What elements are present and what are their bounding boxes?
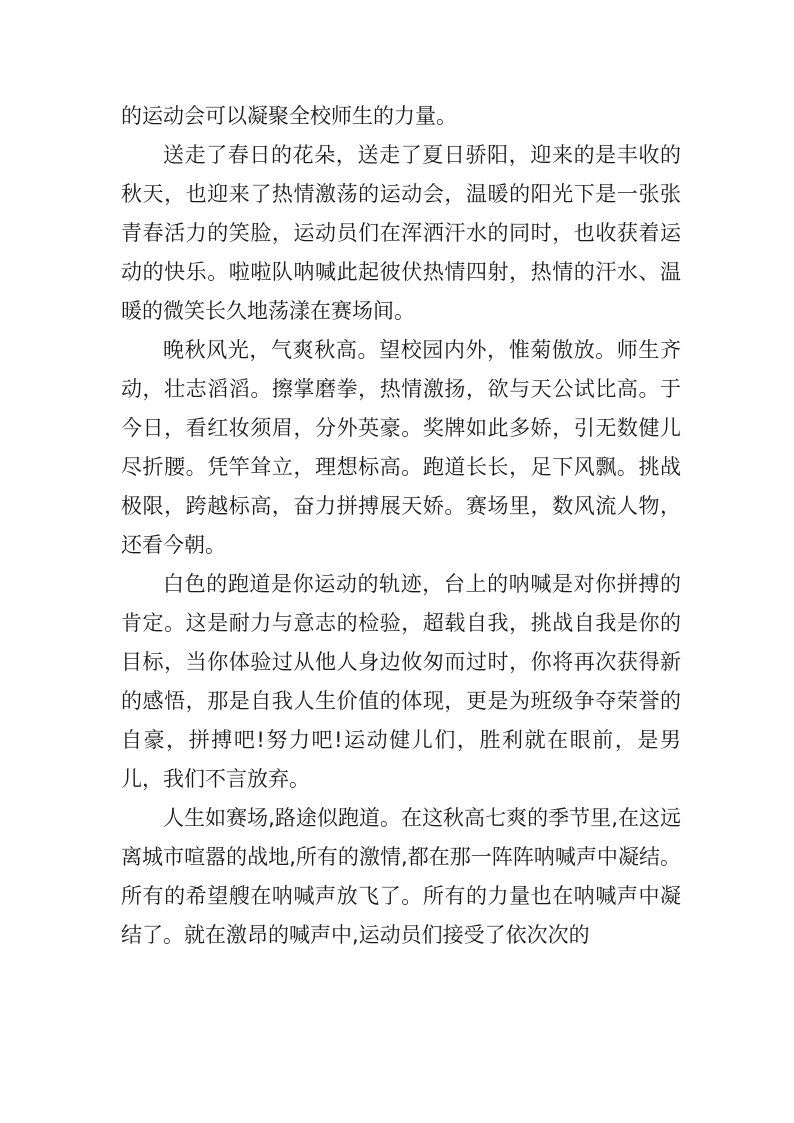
document-body bbox=[121, 97, 681, 955]
paragraph-late-autumn-scenery: 晚秋风光，气爽秋高。望校园内外，惟菊傲放。师生齐动，壮志滔滔。擦掌磨拳，热情激扬，欲与天公试比高。于今日，看红妆须眉，分外英豪。奖牌如此多娇，引无数健儿尽折腰。凭竿耸立，理想标高。跑道长长，足下风飘。挑战极限，跨越标高，奋力拼搏展天娇。赛场里，数风流人物，还看今朝。 bbox=[121, 338, 681, 557]
paragraph-continuation: 的运动会可以凝聚全校师生的力量。 bbox=[121, 104, 457, 128]
paragraph-autumn-sports-meet: 送走了春日的花朵，送走了夏日骄阳，迎来的是丰收的秋天，也迎来了热情激荡的运动会，温暖的阳光下是一张张青春活力的笑脸，运动员们在浑洒汗水的同时，也收获着运动的快乐。啦啦队呐喊此起彼伏热情四射，热情的汗水、温暖的微笑长久地荡漾在赛场间。 bbox=[121, 143, 681, 323]
paragraph-white-track: 白色的跑道是你运动的轨迹，台上的呐喊是对你拼搏的肯定。这是耐力与意志的检验，超载自我，挑战自我是你的目标，当你体验过从他人身边攸匆而过时，你将再次获得新的感悟，那是自我人生价值的体现，更是为班级争夺荣誉的自豪，拼搏吧!努力吧!运动健儿们，胜利就在眼前，是男儿，我们不言放弃。 bbox=[121, 572, 681, 791]
paragraph-life-as-race: 人生如赛场,路途似跑道。在这秋高七爽的季节里,在这远离城市喧嚣的战地,所有的激情,都在那一阵阵呐喊声中凝结。所有的希望艘在呐喊声放飞了。所有的力量也在呐喊声中凝结了。就在激昂的喊声中,运动员们接受了依次次的 bbox=[121, 806, 681, 947]
